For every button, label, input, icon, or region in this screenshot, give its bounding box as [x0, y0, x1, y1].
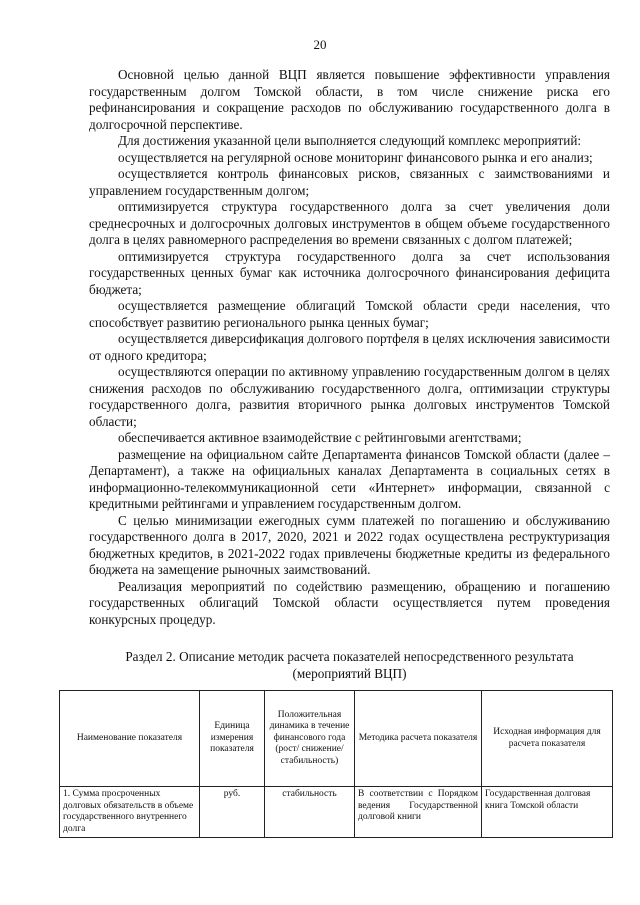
column-header: Исходная информация для расчета показателя	[482, 691, 613, 787]
metrics-table	[59, 690, 613, 838]
body-text	[89, 67, 610, 628]
column-header: Наименование показателя	[60, 691, 200, 787]
paragraph: обеспечивается активное взаимодействие с рейтинговыми агентствами;	[118, 430, 522, 445]
table-cell: стабильность	[265, 787, 355, 838]
table-cell: 1. Сумма просроченных долговых обязательств в объеме государственного внутреннего долга	[60, 787, 200, 838]
paragraph: Для достижения указанной цели выполняется следующий комплекс мероприятий:	[118, 133, 582, 148]
table-row	[60, 787, 613, 838]
table-cell: Государственная долговая книга Томской области	[482, 787, 613, 838]
table-header-row	[60, 691, 613, 787]
page-number: 20	[313, 37, 327, 52]
section-title-line: Раздел 2. Описание методик расчета показателей непосредственного результата	[125, 649, 574, 664]
paragraph: Основной целью данной ВЦП является повышение эффективности управления государственным долгом Томской области, в том числе снижение риска его рефинансирования и сокращение расходов по обслуживанию государственного долга в долгосрочной перспективе.	[89, 67, 610, 132]
column-header: Методика расчета показателя	[355, 691, 482, 787]
section-title-line: (мероприятий ВЦП)	[292, 665, 407, 681]
paragraph: осуществляется на регулярной основе мониторинг финансового рынка и его анализ;	[118, 149, 593, 165]
paragraph: осуществляются операции по активному управлению государственным долгом в целях снижения расходов по обслуживанию государственного долга, оптимизации структуры государственного долга, развития вторичного рынка долговых инструментов Томской области;	[89, 364, 610, 429]
table-cell: В соответствии с Порядком ведения Государственной долговой книги	[355, 787, 482, 838]
paragraph: оптимизируется структура государственного долга за счет использования государственных ценных бумаг как источника долгосрочного финансирования дефицита бюджета;	[89, 248, 610, 297]
section-title	[89, 649, 610, 682]
paragraph: С целью минимизации ежегодных сумм платежей по погашению и обслуживанию государственного долга в 2017, 2020, 2021 и 2022 годах осуществлена реструктуризация бюджетных кредитов, в 2021-2022 годах привлечены бюджетные кредиты из федерального бюджета на замещение рыночных заимствований.	[89, 512, 610, 577]
column-header: Положительная динамика в течение финансового года (рост/ снижение/ стабильность)	[265, 691, 355, 787]
paragraph: оптимизируется структура государственного долга за счет увеличения доли среднесрочных и долгосрочных долговых инструментов в общем объеме государственного долга в целях равномерного распределения во времени связанных с долгом платежей;	[89, 199, 610, 247]
table-cell: руб.	[200, 787, 265, 838]
paragraph: осуществляется диверсификация долгового портфеля в целях исключения зависимости от одного кредитора;	[89, 331, 610, 363]
paragraph: Реализация мероприятий по содействию размещению, обращению и погашению государственных облигаций Томской области осуществляется путем проведения конкурсных процедур.	[89, 578, 610, 627]
paragraph: осуществляется размещение облигаций Томской области среди населения, что способствует развитию регионального рынка ценных бумаг;	[89, 298, 610, 330]
column-header: Единица измерения показателя	[200, 691, 265, 787]
paragraph: размещение на официальном сайте Департамента финансов Томской области (далее – Департамент), а также на официальных каналах Департамента в социальных сетях в информационно-телекоммуникационной сети «Интернет» информации, связанной с кредитными рейтингами и управлением государственным долгом.	[89, 446, 610, 511]
paragraph: осуществляется контроль финансовых рисков, связанных с заимствованиями и управлением государственным долгом;	[89, 166, 610, 198]
